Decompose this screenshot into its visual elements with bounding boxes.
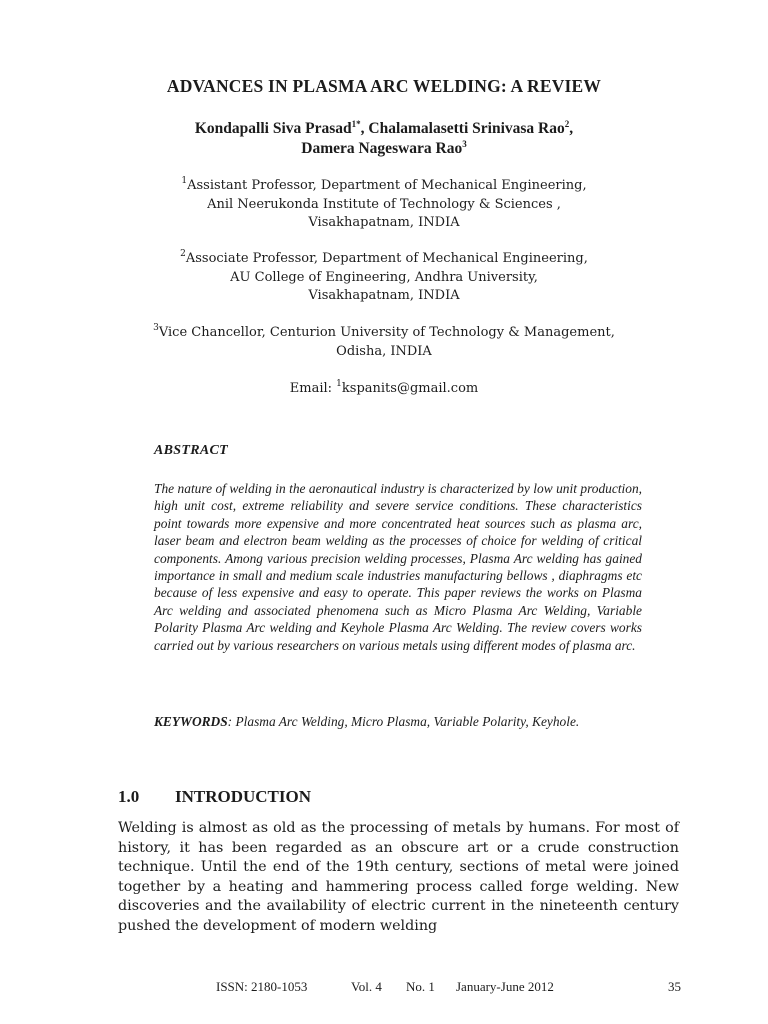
author-name: Damera Nageswara Rao [301,140,463,157]
section-heading [118,787,311,807]
page-footer [0,979,768,995]
keywords-label: KEYWORDS [154,714,228,729]
introduction-paragraph: Welding is almost as old as the processing of metals by humans. For most of history, it has been regarded as an obscure art or a crude construction technique. Until the end of the 19th century, sections of metal were joined together by a heating and hammering process called forge welding. New discoveries and the availability of electric current in the nineteenth century pushed the development of modern welding [118,820,679,934]
email-address[interactable]: kspanits@gmail.com [341,381,479,396]
affiliation-line: Visakhapatnam, INDIA [308,215,460,230]
author-line-1: Kondapalli Siva Prasad$^{1*}$, Chalamalasetti Srinivasa Rao$^2$, [194,119,574,137]
footer-date: January-June 2012 [456,979,554,994]
author-list [0,119,768,159]
affiliation-superscript: 3 [153,323,159,333]
email-line [0,380,768,399]
author-superscript: 2 [564,119,570,129]
keywords [154,713,642,730]
affiliation-line: Vice Chancellor, Centurion University of Technology & Management, [158,325,615,340]
email-superscript: 1 [336,379,342,389]
page-number: 35 [668,979,681,994]
author-superscript: 1* [351,119,361,129]
affiliation-line: Visakhapatnam, INDIA [308,288,460,303]
paper-title: ADVANCES IN PLASMA ARC WELDING: A REVIEW [166,76,602,96]
author-name: Chalamalasetti Srinivasa Rao [368,120,565,137]
affiliation-2 [0,250,768,306]
affiliation-1 [0,177,768,233]
footer-volume: Vol. 4 [351,979,382,994]
author-superscript: 3 [462,139,467,149]
email-label: Email: [289,381,337,396]
author-name: Kondapalli Siva Prasad [194,120,352,137]
affiliation-line: Assistant Professor, Department of Mechanical Engineering, [187,178,587,193]
author-line-2 [0,139,768,159]
affiliation-line: Odisha, INDIA [336,343,432,359]
section-title: INTRODUCTION [175,787,312,806]
affiliation-superscript: 2 [180,249,186,259]
affiliation-line: Associate Professor, Department of Mechanical Engineering, [185,251,588,266]
keywords-text: : Plasma Arc Welding, Micro Plasma, Variable Polarity, Keyhole. [227,714,580,729]
affiliation-line: AU College of Engineering, Andhra University, [230,269,538,285]
footer-number: No. 1 [406,979,435,994]
abstract-body: The nature of welding in the aeronautical industry is characterized by low unit production, high unit cost, extreme reliability and severe service conditions. These characteristics point towards more expensive and more concentrated heat sources such as plasma arc, laser beam and electron beam welding as the processes of choice for welding of critical components. Among various precision welding processes, Plasma Arc welding has gained importance in small and medium scale industries manufacturing bellows , diaphragms etc because of less expensive and easy to operate. This paper reviews the works on Plasma Arc welding and associated phenomena such as Micro Plasma Arc Welding, Variable Polarity Plasma Arc welding and Keyhole Plasma Arc Welding. The review covers works carried out by various researchers on various metals using different modes of plasma arc. [154,481,642,653]
affiliation-3 [0,324,768,361]
affiliation-line: Anil Neerukonda Institute of Technology & Sciences , [207,196,561,212]
section-number: 1.0 [118,787,140,806]
abstract-heading: ABSTRACT [154,443,228,458]
affiliation-superscript: 1 [181,176,188,186]
footer-issn: ISSN: 2180-1053 [216,979,308,994]
